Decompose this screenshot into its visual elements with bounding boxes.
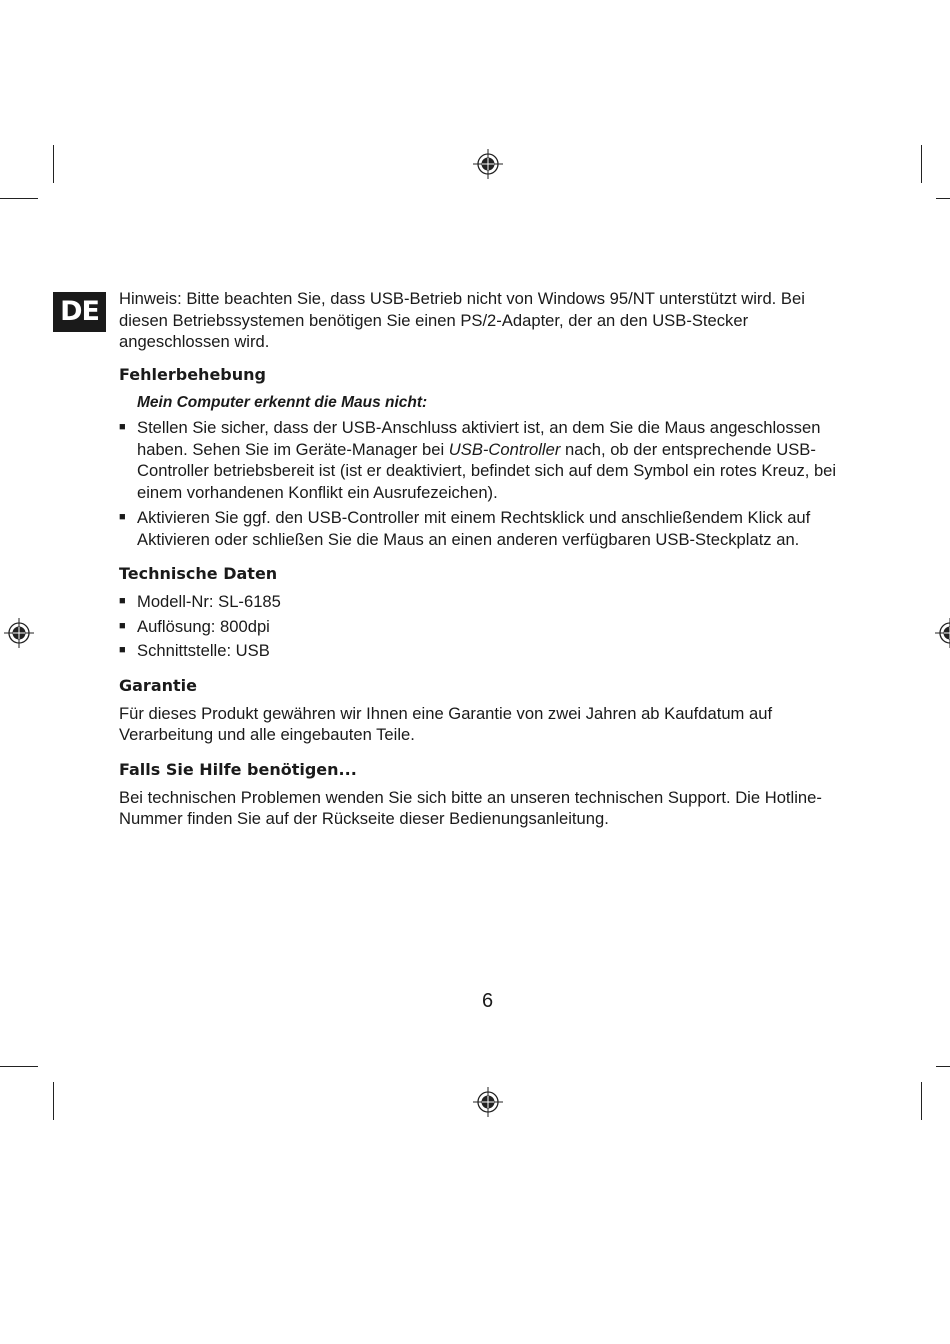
registration-mark-right-icon [935, 618, 950, 648]
crop-mark-bottom-right-horizontal [936, 1066, 950, 1067]
registration-mark-left-icon [4, 618, 34, 648]
crop-mark-top-right-horizontal [936, 198, 950, 199]
crop-mark-top-right-vertical [921, 145, 922, 183]
troubleshooting-subheading: Mein Computer erkennt die Maus nicht: [137, 393, 428, 411]
bullet-icon: ■ [119, 595, 126, 607]
troubleshooting-list [119, 417, 849, 550]
warranty-heading: Garantie [119, 675, 197, 695]
crop-mark-top-left-horizontal [0, 198, 38, 199]
list-item: ■ Stellen Sie sicher, dass der USB-Anschluss aktiviert ist, an dem Sie die Maus angeschlossen haben. Sehen Sie im Geräte-Manager bei USB-Controller nach, ob der entsprechende USB-Controller betriebsbereit ist (ist er deaktiviert, befindet sich auf dem Symbol ein rotes Kreuz, bei einem vorhandenen Konflikt ein Ausrufezeichen). [119, 418, 837, 502]
list-item: ■ Auflösung: 800dpi [119, 616, 270, 636]
list-item: ■ Schnittstelle: USB [119, 641, 270, 660]
specs-list [119, 591, 849, 662]
help-heading: Falls Sie Hilfe benötigen... [119, 759, 357, 779]
bullet-icon: ■ [119, 619, 126, 632]
help-text: Bei technischen Problemen wenden Sie sich bitte an unseren technischen Support. Die Hotline-Nummer finden Sie auf der Rückseite dieser Bedienungsanleitung. [119, 787, 822, 828]
registration-mark-top-icon [473, 149, 503, 179]
page-number: 6 [481, 990, 494, 1012]
crop-mark-bottom-left-vertical [53, 1082, 54, 1120]
list-item: ■ Aktivieren Sie ggf. den USB-Controller mit einem Rechtsklick und anschließendem Klick auf Aktivieren oder schließen Sie die Maus an einen anderen verfügbaren USB-Steckplatz an. [119, 508, 811, 549]
manual-content [119, 288, 849, 830]
bullet-icon: ■ [119, 421, 126, 433]
usb-controller-term: USB-Controller [448, 439, 561, 459]
registration-mark-bottom-icon [473, 1087, 503, 1117]
bullet-icon: ■ [119, 644, 126, 656]
crop-mark-bottom-left-horizontal [0, 1066, 38, 1067]
troubleshooting-heading: Fehlerbehebung [119, 364, 266, 384]
list-item: ■ Modell-Nr: SL-6185 [119, 592, 281, 611]
crop-mark-top-left-vertical [53, 145, 54, 183]
language-badge: DE [53, 292, 106, 332]
bullet-icon: ■ [119, 511, 126, 523]
usb-note: Hinweis: Bitte beachten Sie, dass USB-Betrieb nicht von Windows 95/NT unterstützt wird. Bei diesen Betriebssystemen benötigen Sie einen PS/2-Adapter, der an den USB-Stecker angeschlossen wird. [119, 289, 805, 351]
specs-heading: Technische Daten [119, 564, 278, 583]
warranty-text: Für dieses Produkt gewähren wir Ihnen eine Garantie von zwei Jahren ab Kaufdatum auf Verarbeitung und alle eingebauten Teile. [119, 703, 773, 744]
crop-mark-bottom-right-vertical [921, 1082, 922, 1120]
